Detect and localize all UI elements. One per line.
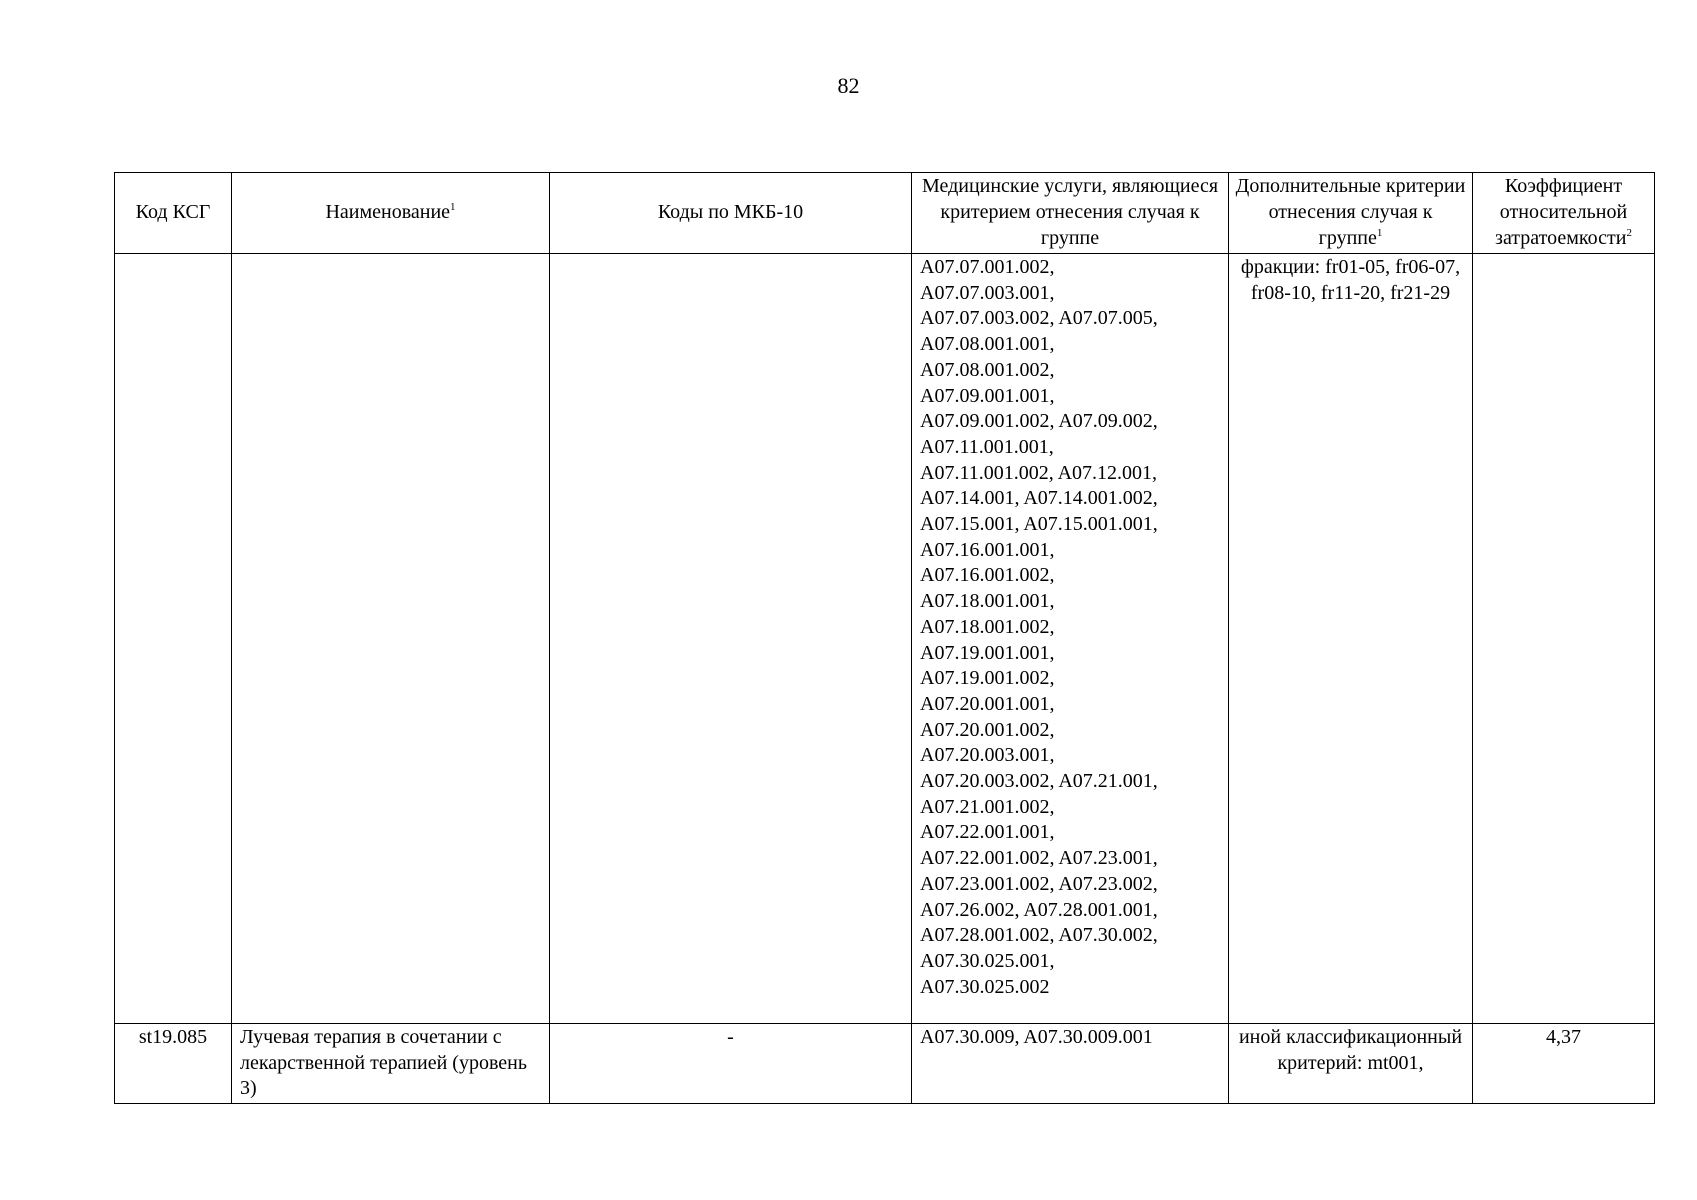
cell-name xyxy=(232,254,550,1024)
cell-extra-criteria: иной классификационный критерий: mt001, xyxy=(1229,1024,1473,1104)
table-header-row xyxy=(115,173,1655,254)
cell-extra-criteria: фракции: fr01-05, fr06-07, fr08-10, fr11-20, fr21-29 xyxy=(1229,254,1473,1024)
footnote-mark: 1 xyxy=(1376,226,1383,239)
page-number: 82 xyxy=(837,73,860,98)
cell-coefficient xyxy=(1473,254,1655,1024)
cell-name: Лучевая терапия в сочетании с лекарственной терапией (уровень 3) xyxy=(232,1024,550,1104)
cell-services: A07.30.009, A07.30.009.001 xyxy=(912,1024,1229,1104)
header-coefficient: Коэффициент относительной затратоемкости$^2$ xyxy=(1473,173,1655,254)
header-extra-criteria: Дополнительные критерии отнесения случая к группе$^1$ xyxy=(1229,173,1473,254)
table-row xyxy=(115,1024,1655,1104)
table-row xyxy=(115,254,1655,1024)
header-code: Код КСГ xyxy=(115,173,232,254)
cell-icd: - xyxy=(550,1024,912,1104)
cell-services: A07.07.001.002, A07.07.003.001, A07.07.003.002, A07.07.005, A07.08.001.001, A07.08.001.002, A07.09.001.001, A07.09.001.002, A07.09.002, A07.11.001.001, A07.11.001.002, A07.12.001, A07.14.001, A07.14.001.002, A07.15.001, A07.15.001.001, A07.16.001.001, A07.16.001.002, A07.18.001.001, A07.18.001.002, A07.19.001.001, A07.19.001.002, A07.20.001.001, A07.20.001.002, A07.20.003.001, A07.20.003.002, A07.21.001, A07.21.001.002, A07.22.001.001, A07.22.001.002, A07.23.001, A07.23.001.002, A07.23.002, A07.26.002, A07.28.001.001, A07.28.001.002, A07.30.002, A07.30.025.001, A07.30.025.002 xyxy=(912,254,1229,1024)
header-services: Медицинские услуги, являющиеся критерием отнесения случая к группе xyxy=(912,173,1229,254)
header-icd: Коды по МКБ-10 xyxy=(550,173,912,254)
cell-coefficient: 4,37 xyxy=(1473,1024,1655,1104)
cell-code: st19.085 xyxy=(115,1024,232,1104)
ksg-table xyxy=(114,172,1655,1104)
footnote-mark: 2 xyxy=(1626,226,1632,239)
cell-code xyxy=(115,254,232,1024)
header-name: Наименование$^1$ xyxy=(232,173,550,254)
cell-icd xyxy=(550,254,912,1024)
footnote-mark: 1 xyxy=(450,201,456,214)
